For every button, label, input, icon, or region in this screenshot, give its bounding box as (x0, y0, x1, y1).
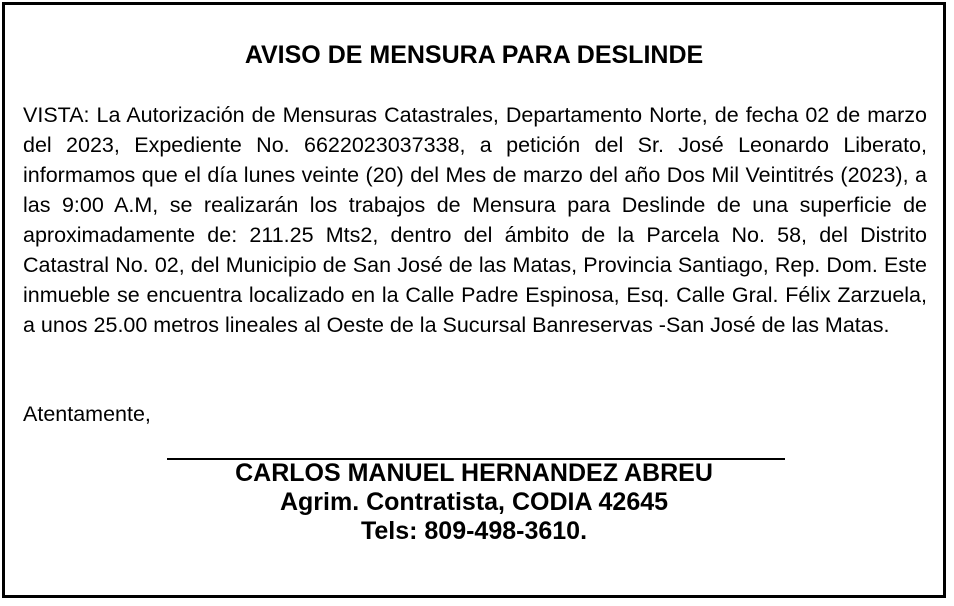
notice-frame (2, 2, 946, 598)
notice-title: AVISO DE MENSURA PARA DESLINDE (244, 41, 704, 69)
closing-text: Atentamente, (23, 402, 151, 426)
signature-block (5, 459, 943, 546)
signer-credential: Agrim. Contratista, CODIA 42645 (279, 488, 669, 516)
signer-phone: Tels: 809-498-3610. (360, 517, 588, 545)
signer-name: CARLOS MANUEL HERNANDEZ ABREU (235, 459, 713, 487)
notice-body: VISTA: La Autorización de Mensuras Catastrales, Departamento Norte, de fecha 02 de marzo del 2023, Expediente No. 6622023037338, a petición del Sr. José Leonardo Liberato, informamos que el día lunes veinte (20) del Mes de marzo del año Dos Mil Veintitrés (2023), a las 9:00 A.M, se realizarán los trabajos de Mensura para Deslinde de una superficie de aproximadamente de: 211.25 Mts2, dentro del ámbito de la Parcela No. 58, del Distrito Catastral No. 02, del Municipio de San José de las Matas, Provincia Santiago, Rep. Dom. Este inmueble se encuentra localizado en la Calle Padre Espinosa, Esq. Calle Gral. Félix Zarzuela, a unos 25.00 metros lineales al Oeste de la Sucursal Banreservas -San José de las Matas. (23, 103, 927, 337)
